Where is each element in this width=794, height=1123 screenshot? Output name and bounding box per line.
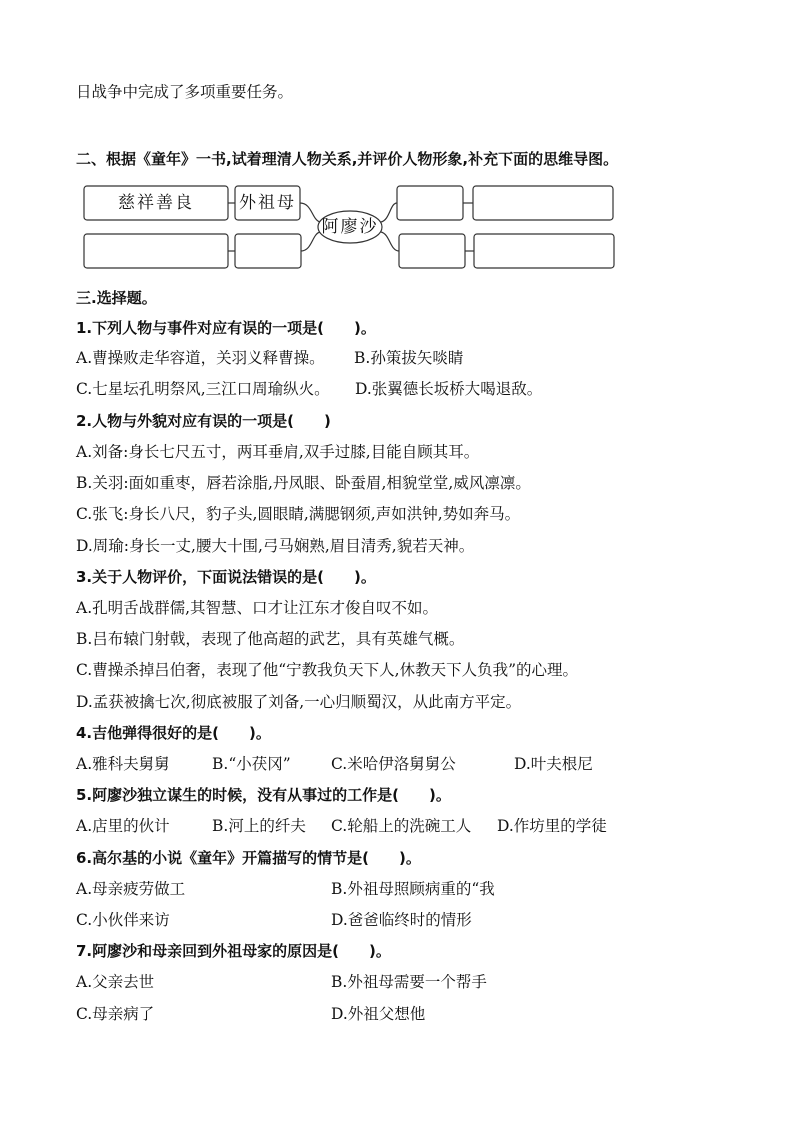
question-4-option-a: A.雅科夫舅舅	[76, 755, 170, 773]
question-4-option-b: B.“小茯冈”	[212, 755, 291, 773]
question-5-stem: 5.阿廖沙独立谋生的时候，没有从事过的工作是( )。	[76, 786, 451, 804]
question-3-option-c: C.曹操杀掉吕伯奢，表现了他“宁教我负天下人,休教天下人负我”的心理。	[76, 661, 579, 679]
question-5-option-c: C.轮船上的洗碗工人	[331, 817, 472, 835]
question-6-option-d: D.爸爸临终时的情形	[331, 911, 472, 929]
question-5-option-b: B.河上的纤夫	[212, 817, 306, 835]
question-3-stem: 3.关于人物评价，下面说法错误的是( )。	[76, 568, 376, 586]
question-3-option-b: B.吕布辕门射戟，表现了他高超的武艺，具有英雄气概。	[76, 630, 465, 648]
empty-box-bottom-right-inner	[399, 234, 465, 268]
question-2-option-d: D.周瑜:身长一丈,腰大十围,弓马娴熟,眉目清秀,貌若天神。	[76, 537, 475, 555]
question-1-option-a: A.曹操败走华容道，关羽义释曹操。	[76, 349, 325, 367]
question-3-option-d: D.孟获被擒七次,彻底被服了刘备,一心归顺蜀汉，从此南方平定。	[76, 693, 522, 711]
question-4-option-c: C.米哈伊洛舅舅公	[331, 755, 456, 773]
empty-box-bottom-right-outer	[474, 234, 614, 268]
question-5-option-a: A.店里的伙计	[76, 817, 170, 835]
question-1-stem: 1.下列人物与事件对应有误的一项是( )。	[76, 319, 376, 337]
empty-box-top-right-outer	[473, 186, 613, 220]
section2-title: 二、根据《童年》一书,试着理清人物关系,并评价人物形象,补充下面的思维导图。	[76, 150, 619, 168]
question-7-stem: 7.阿廖沙和母亲回到外祖母家的原因是( )。	[76, 942, 391, 960]
question-2-option-a: A.刘备:身长七尺五寸，两耳垂肩,双手过膝,目能自顾其耳。	[76, 443, 480, 461]
question-4-option-d: D.叶夫根尼	[514, 755, 593, 773]
question-7-option-d: D.外祖父想他	[331, 1005, 426, 1023]
section3-title: 三.选择题。	[76, 289, 157, 307]
question-2-stem: 2.人物与外貌对应有误的一项是( )	[76, 412, 331, 430]
mind-map-graphic	[0, 0, 794, 300]
mind-map	[0, 0, 794, 300]
question-1-option-d: D.张翼德长坂桥大喝退敌。	[355, 380, 543, 398]
question-1-option-b: B.孙策拔矢啖睛	[354, 349, 464, 367]
question-6-stem: 6.高尔基的小说《童年》开篇描写的情节是( )。	[76, 849, 421, 867]
question-6-option-a: A.母亲疲劳做工	[76, 880, 186, 898]
intro-tail: 日战争中完成了多项重要任务。	[76, 83, 294, 101]
empty-box-bottom-left-inner	[235, 234, 301, 268]
question-7-option-a: A.父亲去世	[76, 973, 155, 991]
question-6-option-c: C.小伙伴来访	[76, 911, 170, 929]
question-4-stem: 4.吉他弹得很好的是( )。	[76, 724, 271, 742]
question-1-option-c: C.七星坛孔明祭风,三江口周瑜纵火。	[76, 380, 330, 398]
question-7-option-c: C.母亲病了	[76, 1005, 155, 1023]
person-label: 外祖母	[239, 193, 296, 213]
empty-box-top-right-inner	[397, 186, 463, 220]
question-3-option-a: A.孔明舌战群儒,其智慧、口才让江东才俊自叹不如。	[76, 599, 439, 617]
question-7-option-b: B.外祖母需要一个帮手	[331, 973, 487, 991]
question-5-option-d: D.作坊里的学徒	[497, 817, 607, 835]
question-6-option-b: B.外祖母照顾病重的“我	[331, 880, 495, 898]
question-2-option-c: C.张飞:身长八尺，豹子头,圆眼睛,满腮钢须,声如洪钟,势如奔马。	[76, 505, 521, 523]
trait-label: 慈祥善良	[118, 193, 194, 213]
empty-box-bottom-left-outer	[84, 234, 228, 268]
question-2-option-b: B.关羽:面如重枣，唇若涂脂,丹凤眼、卧蚕眉,相貌堂堂,威风凛凛。	[76, 474, 531, 492]
center-label: 阿廖沙	[321, 217, 379, 237]
